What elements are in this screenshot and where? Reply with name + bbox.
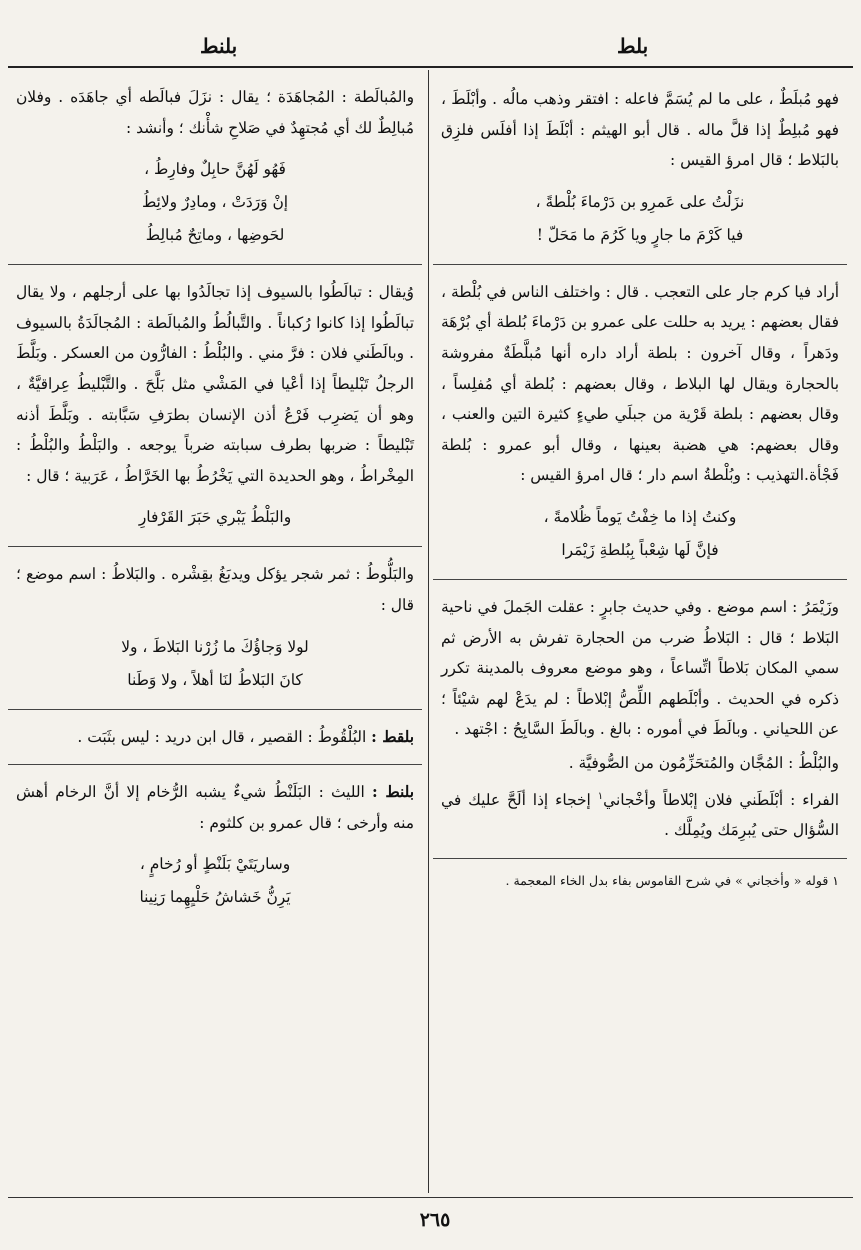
entry-paragraph: والبَلُّوطُ : ثمر شجر يؤكل ويدبَغُ بقِشْره . والبَلاطُ : اسم موضع ؛ قال : [16,565,414,614]
verse-line: إنْ وَرَدَتْ ، ومادِرٌ ولائِطُ [141,193,289,212]
entry-paragraph [16,777,414,838]
footnote: ١ قوله « وأخجاني » في شرح القاموس بفاء بدل الخاء المعجمة . [505,872,839,888]
verse-line: والبَلْطُ يَبْري حَبَرَ القَرْفارِ [138,508,292,527]
entry-paragraph [16,722,414,753]
entry-paragraph: والبُلْطُ : المُجَّان والمُتحَزِّمُون من الصُّوفيَّة . [568,753,839,772]
entry-paragraph: وزَيْمَرُ : اسم موضع . وفي حديث جابرٍ : عقلت الجَملَ في ناحية البَلاط ؛ قال : البَلاطُ ضرب من الحجارة تفرش به الأرض ثم سمي المكان بَلاطاً اتِّساعاً ، وهو موضع معروف بالمدينة تكرر ذكره في الحديث . وأبْلَطهم اللِّصُّ إبْلاطاً : لم يدَعْ لهم شيْئاً ؛ عن اللحياني . وبالَطَ في أموره : بالغ . وبالَطَ السَّابِحُ : اجْتهد . [441,597,839,739]
verse-block [16,848,414,914]
verse-line: لحَوضِها ، وماتِحٌ مُبالِطُ [145,226,285,245]
verse-line: وساريَتَيْ بَلَنْطٍ أو رُخامٍ ، [139,855,291,874]
bottom-rule [8,1197,853,1198]
entry-paragraph [441,782,839,846]
section-divider [433,579,847,580]
verse-block [16,501,414,534]
section-divider [8,264,422,265]
section-divider [8,764,422,765]
footnote-divider [433,858,847,859]
column-divider [428,70,429,1193]
verse-line: لولا وَجاؤُكَ ما زُرْنا البَلاطَ ، ولا [121,637,309,656]
verse-line: وكنتُ إذا ما خِفْتُ يَوماً ظُلامةً ، [543,507,737,526]
verse-line: يَرِنُّ خَشاشُ حَلْيِهِما رَنِينا [139,888,291,907]
entry-text: الليث : البَلَنْطُ شيءٌ يشبه الرُّخام إلا أنَّ الرخام أهش منه وأرخى ؛ قال عمرو بن كلثوم : [16,783,414,832]
entry-paragraph: فهو مُبلَطٌ ، على ما لم يُسَمَّ فاعله : افتقر وذهب مالُه . وأبْلَطَ ، فهو مُبلِطٌ إذا قلَّ ماله . قال أبو الهيثم : أبْلَطَ إذا أفلَس فلزِق بالبَلاط ؛ قال امرؤ القيس : [441,90,839,170]
verse-line: نزَلْتُ على عَمرِو بن دَرْماءَ بُلْطةً ، [535,192,745,211]
page-number: ٢٦٥ [419,1209,451,1231]
entry-paragraph: أراد فيا كرم جار على التعجب . قال : واختلف الناس في بُلْطة ، فقال بعضهم : يريد به حللت على عمرو بن دَرْماءَ بُلطة أي بُرْهَة ودَهراً ، وقال آخرون : بلطة أراد داره أنها مُبلَّطَةٌ مفروشة بالحجارة ويقال لها البلاط ، وقال بعضهم : بُلطة أي مُفلِساً ، وقال بعضهم : بلطة قَرْية من جبلَي طيءٍ كثيرة التين والعنب ، وقال بعضهم: هي هضبة بعينها ، وقال أبو عمرو : بُلطة فَجْأة.التهذيب : وبُلْطةُ اسم دار ؛ قال امرؤ القيس : [441,282,839,485]
section-divider [433,264,847,265]
verse-block [441,501,839,567]
left-column [16,82,414,926]
entry-text: الفراء : أبْلَطَني فلان إبْلاطاً وأخْجاني [603,790,840,809]
top-rule [8,66,853,68]
verse-line: فَهُو لَهُنَّ حابِلٌ وفارِطُ ، [144,160,286,179]
running-header-right: بلط [617,34,649,58]
verse-line: فيا كَرْمَ ما جارٍ ويا كَرُمَ ما مَحَلّ ! [536,225,744,244]
verse-block [441,186,839,252]
verse-line: فإنَّ لَها شِعْباً بِبُلطةِ زَيْمَرا [561,540,719,559]
right-column [441,84,839,894]
entry-paragraph: والمُبالَطة : المُجاهَدَة ؛ يقال : نزَلَ فبالَطه أي جاهَدَه . وفلان مُبالِطٌ لك أي مُجتهِدٌ في صَلاحِ شأْنك ؛ وأنشد : [16,88,414,137]
verse-block [16,631,414,697]
verse-line: كانَ البَلاطُ لنَا أهلاً ، ولا وَطَنا [127,670,303,689]
running-header-left: بلنط [200,34,238,58]
headword: بلقط : [371,727,414,746]
verse-block [16,153,414,252]
footnote-marker: ١ [597,790,604,802]
headword: بلنط : [372,783,415,802]
entry-text: البُلْقُوطُ : القصير ، قال ابن دريد : ليس بثَبَت . [77,727,372,746]
section-divider [8,546,422,547]
section-divider [8,709,422,710]
entry-paragraph: وُيقال : تبالَطُوا بالسيوف إذا تجالَدُوا بها على أرجلهم ، ولا يقال تبالَطُوا إذا كانوا رُكباناً . والتَّبالُطُ والمُبالَطة : المُجالَدَةُ بالسيوف . وبالَطَني فلان : فرَّ مني . والبُلْطُ : الفارُّون من العسكر . وبَلَّطَ الرجلُ تَبْليطاً إذا أعْيا في المَشْي مثل بَلَّحَ . والتَّبْليطُ عِراقيَّةٌ ، وهو أن يَضرِب فَرْعُ أذن الإنسان بطرَفِ سَبَّابته . وبَلَّطَ أذنه تَبْليطاً : ضربها بطرف سبابته ضرباً يوجعه . والبَلْطُ والبُلْطُ : المِخْراطُ ، وهو الحديدة التي يَخْرُطُ بها الخَرَّاطُ ، عَرَبية ؛ قال : [16,283,414,485]
entry-text: إخجاء إذا ألَحَّ عليك في السُّؤال حتى يُبرِمَك ويُمِلَّك . [441,790,839,840]
